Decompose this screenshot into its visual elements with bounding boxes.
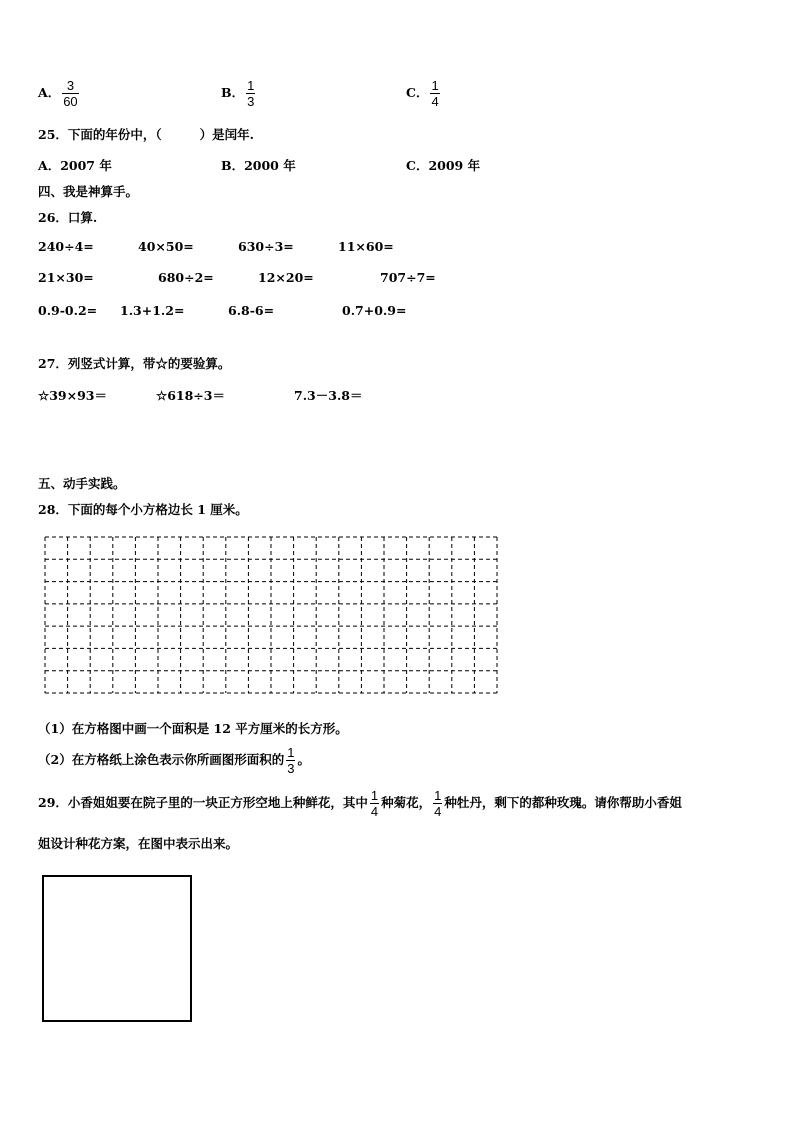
q27-title: 27．列竖式计算，带☆的要验算。 <box>38 356 231 371</box>
q25-option-a: A．2007 年 <box>38 158 112 173</box>
denominator: 4 <box>431 94 439 109</box>
q28-sub1: （1）在方格图中画一个面积是 12 平方厘米的长方形。 <box>38 721 348 736</box>
fraction <box>286 745 295 776</box>
numerator: 3 <box>66 78 75 93</box>
fraction <box>430 78 439 109</box>
q28-sub2-end: 。 <box>297 752 310 767</box>
q24-option-b <box>221 78 257 109</box>
option-label: B． <box>221 85 245 100</box>
section-heading-4: 四、我是神算手。 <box>38 184 139 199</box>
dashed-grid[interactable] <box>44 536 498 694</box>
q24-option-c <box>406 78 442 109</box>
q26-item: 630÷3= <box>238 239 294 254</box>
q29-text-a: 29．小香姐姐要在院子里的一块正方形空地上种鲜花，其中 <box>38 795 368 810</box>
numerator: 1 <box>287 745 295 760</box>
q26-title: 26．口算. <box>38 210 98 225</box>
fraction <box>62 78 78 109</box>
q25-option-b: B．2000 年 <box>221 158 296 173</box>
option-label: A． <box>38 85 61 100</box>
q29-text-b: 种菊花， <box>381 795 432 810</box>
q28-sub2-text: （2）在方格纸上涂色表示你所画图形面积的 <box>38 752 285 767</box>
fraction <box>370 788 379 819</box>
fraction <box>246 78 255 109</box>
q26-item: 0.9-0.2= <box>38 303 98 318</box>
q25-stem-start: 25．下面的年份中，（ <box>38 127 162 142</box>
denominator: 60 <box>63 94 78 109</box>
numerator: 1 <box>434 788 442 803</box>
q26-item: 12×20= <box>258 270 314 285</box>
denominator: 4 <box>370 804 379 819</box>
section-heading-5: 五、动手实践。 <box>38 476 126 491</box>
denominator: 4 <box>434 804 442 819</box>
q26-item: 40×50= <box>138 239 194 254</box>
q25-option-c: C．2009 年 <box>406 158 481 173</box>
q27-item: 7.3－3.8＝ <box>294 388 363 403</box>
q25-stem-end: ）是闰年. <box>199 127 255 142</box>
q26-item: 11×60= <box>338 239 394 254</box>
q29-text-c: 种牡丹，剩下的都种玫瑰。请你帮助小香姐 <box>444 795 682 810</box>
q26-item: 0.7+0.9= <box>342 303 407 318</box>
q26-item: 240÷4= <box>38 239 94 254</box>
q27-item: ☆618÷3＝ <box>156 388 225 403</box>
q26-item: 707÷7= <box>380 270 436 285</box>
denominator: 3 <box>287 761 295 776</box>
denominator: 3 <box>247 94 255 109</box>
q26-item: 6.8-6= <box>228 303 275 318</box>
q26-item: 680÷2= <box>158 270 214 285</box>
q28-title: 28．下面的每个小方格边长 1 厘米。 <box>38 502 248 517</box>
q25-stem <box>38 125 254 143</box>
square-plot[interactable] <box>42 875 192 1022</box>
q24-option-a <box>38 78 81 109</box>
q27-item: ☆39×93＝ <box>38 388 107 403</box>
q26-item: 1.3+1.2= <box>120 303 185 318</box>
numerator: 1 <box>370 788 379 803</box>
numerator: 1 <box>247 78 255 93</box>
numerator: 1 <box>431 78 439 93</box>
q29-line1 <box>38 788 682 819</box>
fraction <box>433 788 442 819</box>
q28-sub2 <box>38 745 310 776</box>
option-label: C． <box>406 85 429 100</box>
q26-item: 21×30= <box>38 270 94 285</box>
q29-line2: 姐设计种花方案，在图中表示出来。 <box>38 836 239 851</box>
